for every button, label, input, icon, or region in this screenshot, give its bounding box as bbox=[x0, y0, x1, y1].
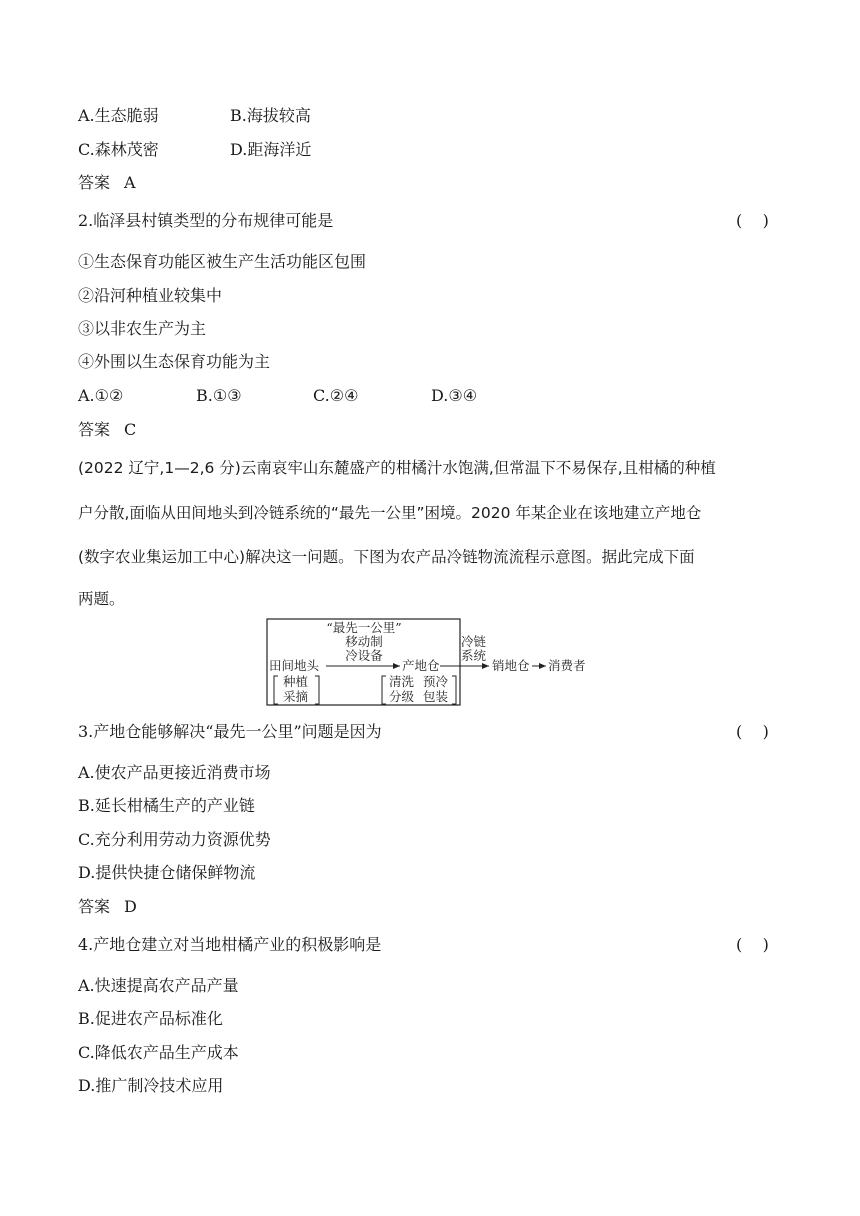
consumer-node: 消费者 bbox=[548, 658, 586, 673]
statement-3: ③以非农生产为主 bbox=[78, 319, 207, 338]
option-b: B.①③ bbox=[196, 386, 242, 405]
first-mile-label: “最先一公里” bbox=[326, 620, 402, 635]
passage-line-4: 两题。 bbox=[78, 590, 125, 608]
option-b: B.海拔较高 bbox=[230, 106, 311, 125]
field-bracket-left bbox=[274, 676, 278, 704]
answer-bracket: ( ) bbox=[736, 935, 769, 954]
answer-bracket: ( ) bbox=[736, 722, 769, 741]
option-a: A.快速提高农产品产量 bbox=[78, 976, 239, 995]
warehouse-bracket-left bbox=[382, 676, 386, 704]
option-a: A.生态脆弱 bbox=[78, 106, 159, 125]
statement-4: ④外围以生态保育功能为主 bbox=[78, 352, 271, 371]
option-d: D.提供快捷仓储保鲜物流 bbox=[78, 863, 256, 882]
warehouse-sub-grade: 分级 bbox=[389, 689, 415, 704]
mobile-refrigeration-label-2: 冷设备 bbox=[345, 648, 383, 663]
field-bracket-right bbox=[315, 676, 319, 704]
option-a: A.使农产品更接近消费市场 bbox=[78, 763, 271, 782]
statement-2: ②沿河种植业较集中 bbox=[78, 286, 223, 305]
option-c: C.降低农产品生产成本 bbox=[78, 1043, 239, 1062]
question-2-stem: 2.临泽县村镇类型的分布规律可能是 bbox=[78, 211, 334, 230]
question-4-stem: 4.产地仓建立对当地柑橘产业的积极影响是 bbox=[78, 935, 382, 954]
option-c: C.森林茂密 bbox=[78, 140, 159, 159]
answer-bracket: ( ) bbox=[736, 211, 769, 230]
field-sub-picking: 采摘 bbox=[283, 689, 309, 704]
question-3-stem: 3.产地仓能够解决“最先一公里”问题是因为 bbox=[78, 722, 382, 741]
cold-chain-label-1: 冷链 bbox=[461, 634, 487, 649]
passage-line-2: 户分散,面临从田间地头到冷链系统的“最先一公里”困境。2020 年某企业在该地建立产地仓 bbox=[78, 504, 702, 522]
mobile-refrigeration-label-1: 移动制 bbox=[345, 634, 383, 649]
option-b: B.促进农产品标准化 bbox=[78, 1009, 223, 1028]
option-d: D.③④ bbox=[431, 386, 478, 405]
option-d: D.距海洋近 bbox=[230, 140, 312, 159]
sales-warehouse-node: 销地仓 bbox=[492, 658, 530, 673]
statement-1: ①生态保育功能区被生产生活功能区包围 bbox=[78, 252, 367, 271]
warehouse-sub-pack: 包装 bbox=[423, 689, 449, 704]
cold-chain-flow-diagram bbox=[266, 618, 596, 708]
warehouse-bracket-right bbox=[452, 676, 456, 704]
option-c: C.充分利用劳动力资源优势 bbox=[78, 830, 271, 849]
passage-line-3: (数字农业集运加工中心)解决这一问题。下图为农产品冷链物流流程示意图。据此完成下面 bbox=[78, 548, 695, 566]
warehouse-node: 产地仓 bbox=[402, 658, 440, 673]
field-node: 田间地头 bbox=[269, 658, 320, 673]
warehouse-sub-precool: 预冷 bbox=[423, 674, 449, 689]
option-c: C.②④ bbox=[313, 386, 359, 405]
answer-q3: 答案 D bbox=[78, 897, 137, 916]
warehouse-sub-wash: 清洗 bbox=[389, 674, 415, 689]
option-a: A.①② bbox=[78, 386, 124, 405]
answer-q1: 答案 A bbox=[78, 173, 136, 192]
field-sub-planting: 种植 bbox=[283, 674, 309, 689]
cold-chain-label-2: 系统 bbox=[461, 648, 487, 663]
passage-line-1: (2022 辽宁,1—2,6 分)云南哀牢山东麓盛产的柑橘汁水饱满,但常温下不易保存,且柑橘的种植 bbox=[78, 459, 716, 477]
option-b: B.延长柑橘生产的产业链 bbox=[78, 796, 255, 815]
answer-q2: 答案 C bbox=[78, 420, 137, 439]
option-d: D.推广制冷技术应用 bbox=[78, 1076, 224, 1095]
